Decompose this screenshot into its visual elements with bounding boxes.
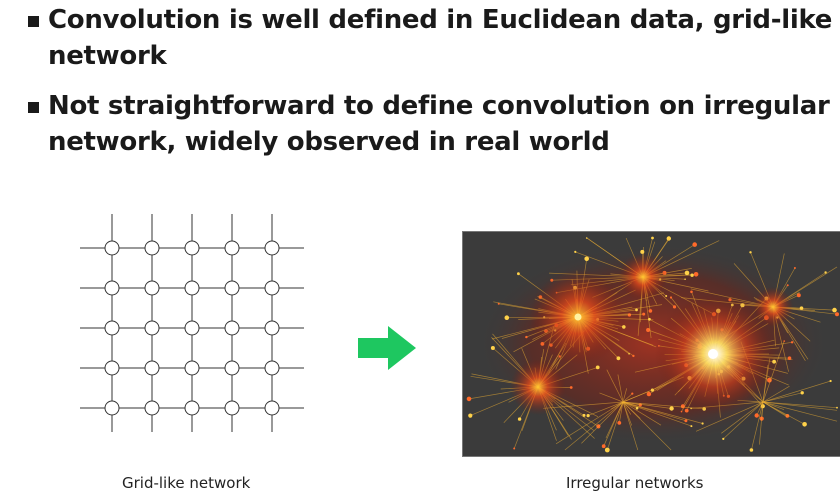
- grid-node: [185, 241, 199, 255]
- network-node: [602, 444, 606, 448]
- network-node: [722, 438, 724, 440]
- network-node: [583, 414, 586, 417]
- grid-node: [105, 361, 119, 375]
- bullet-item-1: [14, 2, 834, 74]
- network-node: [636, 407, 639, 410]
- network-node: [694, 272, 699, 277]
- grid-node: [265, 361, 279, 375]
- network-node: [596, 366, 600, 370]
- grid-node: [185, 361, 199, 375]
- network-node: [517, 272, 520, 275]
- network-node: [684, 278, 686, 280]
- network-node: [574, 251, 576, 253]
- grid-node: [105, 321, 119, 335]
- bullet-2-line-2: network, widely observed in real world: [48, 127, 610, 157]
- network-node: [690, 291, 693, 294]
- irregular-caption: Irregular networks: [566, 474, 704, 492]
- network-node: [749, 251, 751, 253]
- network-node: [647, 392, 651, 396]
- network-node: [631, 393, 633, 395]
- grid-node: [265, 241, 279, 255]
- network-node: [628, 353, 630, 355]
- irregular-network-graph: [463, 232, 840, 456]
- network-node: [513, 448, 515, 450]
- network-node: [794, 267, 796, 269]
- network-node: [750, 448, 754, 452]
- network-node: [787, 284, 789, 286]
- network-node: [690, 274, 693, 277]
- network-node: [570, 386, 573, 389]
- network-node: [702, 422, 704, 424]
- network-node: [669, 406, 673, 410]
- network-node: [836, 407, 838, 409]
- network-node: [684, 419, 687, 422]
- grid-node: [185, 281, 199, 295]
- network-node: [586, 237, 588, 239]
- network-node: [467, 397, 472, 402]
- network-node: [617, 356, 621, 360]
- grid-node: [105, 281, 119, 295]
- grid-node: [185, 401, 199, 415]
- grid-caption: Grid-like network: [122, 474, 251, 492]
- grid-node: [265, 401, 279, 415]
- network-node: [635, 309, 638, 312]
- network-node: [690, 425, 692, 427]
- grid-node: [145, 241, 159, 255]
- grid-node: [225, 321, 239, 335]
- grid-node: [145, 281, 159, 295]
- bullet-1-line-2: network: [48, 41, 167, 71]
- grid-node: [225, 241, 239, 255]
- network-node: [525, 336, 527, 338]
- network-node: [681, 411, 683, 413]
- grid-node: [225, 401, 239, 415]
- bullet-square-icon: [28, 16, 39, 27]
- irregular-network-image: [462, 231, 840, 457]
- network-node: [788, 356, 792, 360]
- network-node: [832, 308, 837, 313]
- network-node: [468, 414, 472, 418]
- bullet-list: [14, 0, 834, 160]
- network-node: [667, 236, 671, 240]
- network-node: [824, 271, 826, 273]
- grid-node: [105, 401, 119, 415]
- network-node: [801, 391, 804, 394]
- bullet-square-icon: [28, 102, 39, 113]
- network-node: [830, 380, 832, 382]
- grid-node: [105, 241, 119, 255]
- network-node: [642, 313, 645, 316]
- right-arrow-icon: [358, 326, 416, 370]
- bullet-item-2: [14, 88, 834, 160]
- grid-node: [265, 281, 279, 295]
- network-node: [617, 421, 621, 425]
- grid-node: [265, 321, 279, 335]
- bullet-2-line-1: Not straightforward to define convolution on irregular: [48, 91, 830, 121]
- network-node: [802, 422, 807, 427]
- network-node: [685, 409, 689, 413]
- network-node: [505, 315, 510, 320]
- network-node: [692, 242, 697, 247]
- network-node: [665, 295, 667, 297]
- network-node: [685, 271, 690, 276]
- network-node: [755, 413, 759, 417]
- grid-network-diagram: [78, 212, 310, 434]
- network-node: [491, 346, 495, 350]
- bullet-1-line-1: Convolution is well defined in Euclidean data, grid-like: [48, 5, 833, 35]
- network-node: [632, 355, 634, 357]
- grid-node: [225, 361, 239, 375]
- network-node: [835, 312, 839, 316]
- network-node: [605, 448, 610, 453]
- network-node: [783, 340, 785, 342]
- network-node: [518, 417, 521, 420]
- grid-node: [185, 321, 199, 335]
- grid-node: [145, 361, 159, 375]
- network-node: [673, 305, 676, 308]
- network-node: [584, 257, 589, 262]
- network-node: [791, 341, 793, 343]
- grid-node: [145, 401, 159, 415]
- grid-node: [225, 281, 239, 295]
- network-node: [587, 414, 590, 417]
- grid-network-figure: [78, 212, 310, 434]
- grid-node: [145, 321, 159, 335]
- network-node: [651, 237, 654, 240]
- network-node: [670, 296, 672, 298]
- network-node: [649, 309, 653, 313]
